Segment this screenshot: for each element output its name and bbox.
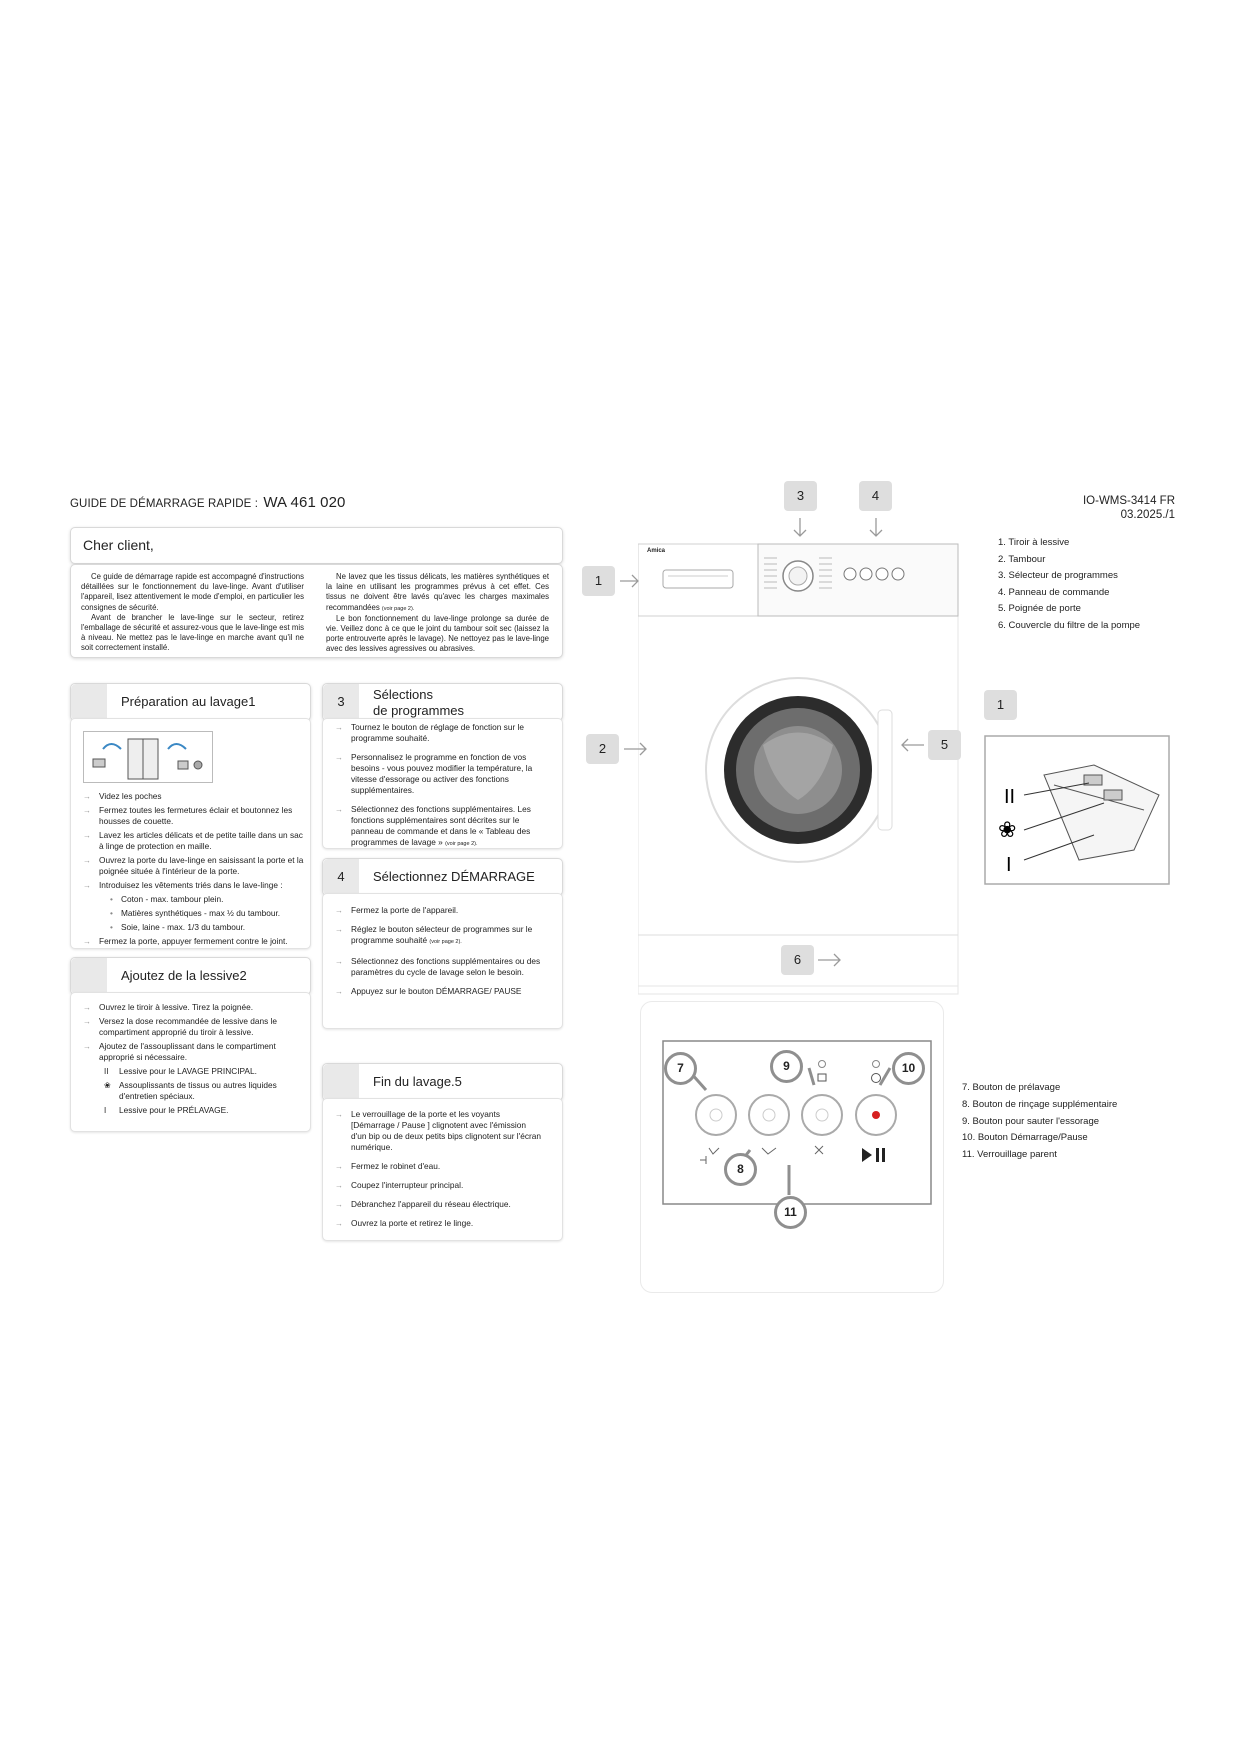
callout-6: 6 [781,945,814,975]
legend-item: 7. Bouton de prélavage [962,1082,1061,1093]
section-number-badge: 3 [323,684,359,720]
list-item: → Tournez le bouton de réglage de fonction sur le programme souhaité. [331,722,537,744]
legend-item: 11. Verrouillage parent [962,1149,1057,1161]
panel-number-10: 10 [892,1052,925,1085]
child-lock-icon [872,1074,881,1083]
intro-paragraph: Le bon fonctionnement du lave-linge prolonge sa durée de vie. Veillez donc à ce que le joint du tambour soit sec (laissez la porte entrouverte après le lavage). Ne nettoyez pas le lave-linge avec des lessives agressives ou abrasives. [326,613,549,654]
panel-number-11: 11 [774,1196,807,1229]
section-title-line: de programmes [373,703,465,718]
list-item: → Sélectionnez des fonctions supplémentaires ou des paramètres du cycle de lavage selon le besoin. [331,956,541,978]
section-title: Préparation au lavage1 [121,694,256,709]
panel-number-9: 9 [770,1050,803,1083]
section-title-line: Sélections [373,687,433,702]
greeting-text: Cher client, [83,537,154,553]
page-reference: (voir page 2). [381,605,415,612]
prewash-icon: I [1006,854,1012,876]
list-item: → Versez la dose recommandée de lessive dans le compartiment approprié du tiroir à lessive. [79,1016,305,1038]
list-item: → Personnalisez le programme en fonction de vos besoins - vous pouvez modifier la température, la vitesse d'essorage ou activer des fonctions supplémentaires. [331,752,537,796]
list-item: → Videz les poches [79,791,305,802]
main-wash-icon: II [1004,786,1016,808]
compartment-label: Lessive pour le LAVAGE PRINCIPAL. [119,1066,257,1076]
legend-item: 5. Poignée de porte [998,603,1081,614]
doc-id-date: 03.2025./1 [1120,509,1175,521]
list-item: → Fermez la porte de l'appareil. [331,905,541,916]
callout-detail-1: 1 [984,690,1017,720]
flower-icon: ❀ [998,818,1017,843]
flower-icon: ❀ [104,1081,111,1090]
compartment-label: Lessive pour le PRÉLAVAGE. [119,1105,229,1115]
legend-item: 3. Sélecteur de programmes [998,570,1118,581]
legend-item: 1. Tiroir à lessive [998,537,1070,548]
arrow-icon [620,575,638,587]
callout-3: 3 [784,481,817,511]
pause-icon [876,1148,879,1162]
list-item: → Introduisez les vêtements triés dans le lave-linge : [79,880,305,891]
list-item-text: Réglez le bouton sélecteur de programmes sur le programme souhaité [351,924,533,945]
lock-icon [818,1074,826,1081]
list-item-text: Sélectionnez des fonctions supplémentaires. Les fonctions supplémentaires sont décrites sur le panneau de commande et dans le « Tableau des programmes de lavage » [351,804,531,847]
intro-paragraph: Ce guide de démarrage rapide est accompagné d'instructions détaillées sur le fonctionnement du lave-linge. Avant d'utiliser l'appareil, lisez attentivement le mode d'emploi, en particulier les consignes de sécurité. [81,572,304,612]
list-item: → Ouvrez la porte du lave-linge en saisissant la porte et la poignée située à l'intérieur de la porte. [79,855,305,877]
doc-id-code: IO-WMS-3414 FR [1082,495,1175,507]
callout-2: 2 [586,734,619,764]
legend-item: 2. Tambour [998,553,1046,565]
intro-text: Ne lavez que les tissus délicats, les matières synthétiques et la laine en utilisant les programmes prévus à cet effet. Ces tissus ne doivent être lavés qu'avec les charges maximales recommandées [326,572,549,612]
section-title: Ajoutez de la lessive2 [121,968,247,983]
section-title: Fin du lavage.5 [373,1074,462,1089]
start-indicator-dot [872,1111,880,1119]
list-item: • Soie, laine - max. 1/3 du tambour. [79,922,305,933]
list-item: → Appuyez sur le bouton DÉMARRAGE/ PAUSE [331,986,541,997]
list-item: → Ouvrez le tiroir à lessive. Tirez la poignée. [79,1002,305,1013]
section-number-badge: 4 [323,859,359,895]
machine-legend [998,535,1140,634]
list-item: • Matières synthétiques - max ½ du tambour. [79,908,305,919]
intro-paragraph: Avant de brancher le lave-linge sur le secteur, retirez l'emballage de sécurité et assurez-vous que le lave-linge est mis à niveau. Ne mettez pas le lave-linge en marche avant qu'il ne soit correctement installé. [81,612,304,653]
guide-label: GUIDE DE DÉMARRAGE RAPIDE : [70,498,262,510]
arrow-icon [794,518,806,536]
legend-item: 10. Bouton Démarrage/Pause [962,1132,1088,1144]
arrow-icon [624,743,646,755]
list-item: → Ajoutez de l'assouplissant dans le compartiment approprié si nécessaire. [79,1041,305,1063]
list-item: → Fermez le robinet d'eau. [331,1161,541,1172]
panel-number-8: 8 [724,1153,757,1186]
list-item: • Coton - max. tambour plein. [79,894,305,905]
legend-item: 6. Couvercle du filtre de la pompe [998,619,1141,631]
callout-5: 5 [928,730,961,760]
callout-4: 4 [859,481,892,511]
legend-item: 8. Bouton de rinçage supplémentaire [962,1098,1118,1110]
legend-item: 9. Bouton pour sauter l'essorage [962,1115,1100,1127]
detergent-drawer-detail [984,735,1170,885]
list-item: → Ouvrez la porte et retirez le linge. [331,1218,541,1229]
list-item: → Lavez les articles délicats et de petite taille dans un sac à linge de protection en maille. [79,830,305,852]
section-title: Sélectionnez DÉMARRAGE [373,869,535,884]
list-item: → Coupez l'interrupteur principal. [331,1180,541,1191]
callout-1: 1 [582,566,615,596]
page-reference: (voir page 2). [445,841,478,847]
prewash-icon: I [104,1106,107,1115]
list-item: → Le verrouillage de la porte et les voyants [Démarrage / Pause ] clignotent avec l'émission d'un bip ou de deux petits bips clignotent sur l'écran numérique. [331,1109,541,1153]
brand-logo: Amica [647,548,666,554]
control-panel-legend [962,1080,1117,1164]
arrow-icon [870,518,882,536]
panel-number-7: 7 [664,1052,697,1085]
model-number: WA 461 020 [263,494,346,511]
compartment-label: Assouplissants de tissus ou autres liquides d'entretien spéciaux. [119,1080,277,1101]
legend-item: 4. Panneau de commande [998,586,1110,598]
arrow-icon [818,954,840,966]
list-item: → Débranchez l'appareil du réseau électrique. [331,1199,541,1210]
main-wash-icon: II [104,1067,109,1076]
arrow-icon [902,739,924,751]
list-item: → Fermez toutes les fermetures éclair et boutonnez les housses de couette. [79,805,305,827]
page-reference: (voir page 2). [429,939,462,945]
list-item: → Fermez la porte, appuyer fermement contre le joint. [79,936,305,947]
